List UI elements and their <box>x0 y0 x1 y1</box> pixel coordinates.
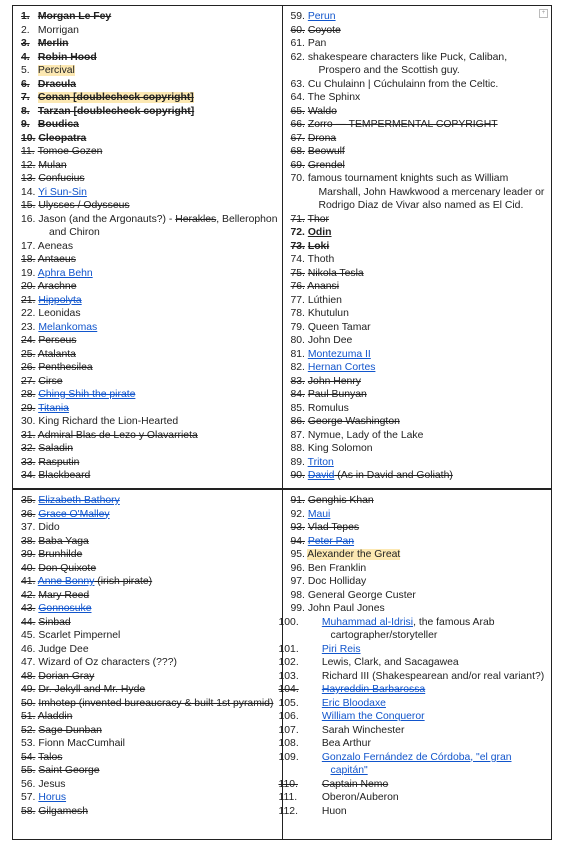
list-item: 107. Sarah Winchester <box>278 724 405 736</box>
list-item <box>290 132 548 146</box>
item-text: Grendel <box>307 159 345 171</box>
list-item <box>21 321 278 335</box>
list-item <box>290 375 548 389</box>
item-text: Saladin <box>38 443 74 454</box>
item-link[interactable]: Elizabeth Bathory <box>38 495 120 506</box>
list-item <box>290 159 548 173</box>
list-item <box>21 348 278 362</box>
list-item <box>290 548 548 562</box>
list-item: 102. Lewis, Clark, and Sacagawea <box>278 657 459 668</box>
table-row-bottom <box>13 489 552 840</box>
list-bottom-right <box>278 494 548 818</box>
list-item <box>290 469 548 483</box>
item-text: Loki <box>307 240 330 252</box>
item-text: Sage Dunban <box>38 724 102 736</box>
list-item <box>290 535 548 549</box>
table-resize-icon[interactable]: + <box>539 9 548 18</box>
list-item <box>290 118 548 132</box>
item-text: Bea Arthur <box>321 738 371 749</box>
item-text: Penthesilea <box>38 362 93 373</box>
item-link[interactable]: Gonzalo Fernández de Córdoba, "el gran capitán" <box>321 751 512 776</box>
list-item: 109. Gonzalo Fernández de Córdoba, "el gran capitán" <box>278 751 512 776</box>
item-text: Leonidas <box>38 308 81 319</box>
item-text: Waldo <box>307 105 337 117</box>
list-item <box>21 629 278 643</box>
table-row-top <box>13 6 552 490</box>
item-text: Lewis, Clark, and Sacagawea <box>321 657 459 668</box>
item-text: Jason (and the Argonauts?) - <box>38 213 176 225</box>
item-text: Saint George <box>38 765 100 776</box>
list-item <box>290 24 548 38</box>
item-link[interactable]: Montezuma II <box>307 348 371 360</box>
item-text: Cu Chulainn | Cúchulainn from the Celtic. <box>307 78 499 90</box>
list-item <box>21 334 278 348</box>
list-item <box>21 602 278 616</box>
list-item <box>290 172 548 213</box>
item-text: Dido <box>38 522 60 533</box>
list-item <box>290 402 548 416</box>
list-item <box>290 575 548 589</box>
item-text: Rasputin <box>38 456 80 468</box>
item-text: King Solomon <box>307 443 373 454</box>
list-item <box>290 361 548 375</box>
item-text: Percival <box>37 65 75 76</box>
item-link[interactable]: Peter Pan <box>307 535 355 547</box>
list-item <box>21 172 278 186</box>
item-text: Aeneas <box>37 240 74 252</box>
list-item <box>290 508 548 522</box>
list-item: 111. Oberon/Auberon <box>278 792 399 803</box>
item-text: Queen Tamar <box>307 321 371 333</box>
item-text: Coyote <box>307 24 341 36</box>
item-text: Merlin <box>37 38 69 49</box>
cell-bottom-left[interactable] <box>13 489 283 840</box>
list-item <box>21 575 278 589</box>
item-link[interactable]: Aphra Behn <box>37 267 93 279</box>
item-text: Paul Bunyan <box>307 389 367 400</box>
list-item <box>290 145 548 159</box>
item-text: Baba Yaga <box>38 535 89 547</box>
item-text: John Dee <box>307 335 353 346</box>
item-link[interactable]: Piri Reis <box>321 643 361 655</box>
list-item <box>21 805 278 819</box>
item-text: Dr. Jekyll and Mr. Hyde <box>38 684 146 695</box>
item-text: Alexander the Great <box>307 549 401 560</box>
item-text: Odin <box>307 227 332 238</box>
item-link[interactable]: Hernan Cortes <box>307 362 376 373</box>
list-item <box>21 240 278 254</box>
item-text: Drona <box>307 132 337 144</box>
list-item <box>21 751 278 765</box>
list-item <box>290 294 548 308</box>
item-text: Anansi <box>307 281 340 292</box>
item-text: Morrigan <box>37 24 79 36</box>
list-item <box>290 226 548 240</box>
list-item <box>290 348 548 362</box>
item-text: John Paul Jones <box>307 603 385 614</box>
list-item <box>290 521 548 535</box>
item-text: Antaeus <box>37 254 76 265</box>
item-text: Judge Dee <box>38 643 89 655</box>
item-text: Imhotep (invented bureaucracy & built 1st pyramid) <box>38 697 274 709</box>
list-item: 101. Piri Reis <box>278 643 361 655</box>
list-item <box>21 764 278 778</box>
item-text: Captain Nemo <box>321 778 389 790</box>
names-table <box>12 5 552 840</box>
item-link[interactable]: Yi Sun-Sin <box>38 186 87 198</box>
list-item <box>21 535 278 549</box>
list-item <box>21 494 278 508</box>
list-item <box>290 442 548 456</box>
list-item <box>21 253 278 267</box>
list-item <box>21 429 278 443</box>
list-item <box>21 442 278 456</box>
list-item <box>290 494 548 508</box>
item-text: Oberon/Auberon <box>321 792 399 803</box>
list-item: 7. Conan [doublecheck copyright] <box>21 92 194 103</box>
list-item <box>290 267 548 281</box>
cell-bottom-right[interactable] <box>278 489 552 840</box>
item-text: Dorian Gray <box>38 670 95 682</box>
list-item <box>290 456 548 470</box>
list-item: 2. Morrigan <box>21 24 79 36</box>
item-link[interactable]: Eric Bloodaxe <box>321 697 386 709</box>
list-item: 108. Bea Arthur <box>278 738 371 749</box>
item-text: Lúthien <box>307 294 342 306</box>
item-text: Richard III (Shakespearean and/or real variant?) <box>321 670 545 682</box>
item-text: Mulan <box>38 159 67 171</box>
list-item <box>21 656 278 670</box>
list-item <box>290 10 548 24</box>
item-text: Fionn MacCumhail <box>38 738 125 749</box>
item-text-suffix: , Bellerophon and Chiron <box>49 213 278 238</box>
item-text-suffix: Herakles <box>175 213 217 225</box>
item-text: Conan [doublecheck copyright] <box>37 92 194 103</box>
item-link[interactable]: Anne Bonny <box>37 576 95 587</box>
list-item <box>290 321 548 335</box>
item-text: Genghis Khan <box>307 495 374 506</box>
item-text: Doc Holliday <box>307 576 367 587</box>
list-item: 104. Hayreddin Barbarossa <box>278 684 426 695</box>
item-text: Scarlet Pimpernel <box>38 630 121 641</box>
list-item <box>21 199 278 213</box>
list-item <box>21 361 278 375</box>
item-text: Talos <box>38 751 63 763</box>
list-item <box>21 280 278 294</box>
list-item <box>21 683 278 697</box>
list-item: 100. Muhammad al-Idrisi, the famous Arab cartographer/storyteller <box>278 616 495 641</box>
list-item: 106. William the Conqueror <box>278 711 425 722</box>
list-item <box>290 51 548 78</box>
item-text: Wizard of Oz characters (???) <box>38 657 177 668</box>
item-link[interactable]: Horus <box>38 792 67 803</box>
list-item <box>21 670 278 684</box>
list-item <box>290 307 548 321</box>
list-item <box>21 469 278 483</box>
item-link[interactable]: Gonnosuke <box>38 603 92 614</box>
list-item <box>21 375 278 389</box>
item-link[interactable]: Hippolyta <box>38 294 82 306</box>
list-item <box>290 415 548 429</box>
list-item <box>21 307 278 321</box>
list-item <box>21 737 278 751</box>
item-text: The Sphinx <box>307 92 361 103</box>
list-item <box>290 37 548 51</box>
list-item <box>21 213 278 240</box>
item-link[interactable]: Hayreddin Barbarossa <box>321 684 426 695</box>
list-item: 112. Huon <box>278 805 347 817</box>
item-link[interactable]: Melankomas <box>38 321 98 333</box>
item-text: Gilgamesh <box>38 805 89 817</box>
list-top-left <box>21 10 278 483</box>
item-text: Robin Hood <box>37 51 97 63</box>
item-text-suffix: , the famous Arab cartographer/storyteller <box>330 616 495 641</box>
item-text: Zorro — TEMPERMENTAL COPYRIGHT <box>307 119 498 130</box>
list-item <box>21 710 278 724</box>
list-item: 4. Robin Hood <box>21 51 97 63</box>
item-text: Morgan Le Fey <box>37 11 112 22</box>
item-text: Blackbeard <box>38 470 91 481</box>
item-text: Pan <box>307 38 327 49</box>
list-item <box>21 132 278 146</box>
list-item <box>21 643 278 657</box>
item-text-suffix: (As in David and Goliath) <box>334 470 453 481</box>
item-text: Atalanta <box>37 348 76 360</box>
list-item <box>290 388 548 402</box>
item-text-suffix: (irish pirate) <box>94 576 153 587</box>
list-item <box>290 213 548 227</box>
list-item <box>290 240 548 254</box>
list-item <box>21 724 278 738</box>
item-text: Thor <box>307 213 330 225</box>
item-text: General George Custer <box>307 589 416 601</box>
list-item: 1. Morgan Le Fey <box>21 11 112 22</box>
item-text: Sarah Winchester <box>321 724 405 736</box>
list-item <box>21 456 278 470</box>
item-link[interactable]: Muhammad al-Idrisi <box>321 616 414 628</box>
list-item: 3. Merlin <box>21 38 69 49</box>
item-text: Sinbad <box>38 616 71 628</box>
item-text: Ulysses / Odysseus <box>38 200 130 211</box>
list-item <box>21 791 278 805</box>
item-text: King Richard the Lion-Hearted <box>38 416 179 427</box>
list-item: 9. Boudica <box>21 119 79 130</box>
list-item <box>290 253 548 267</box>
item-text: Khutulun <box>307 308 349 319</box>
item-text: John Henry <box>307 375 361 387</box>
list-item: 11. Tomoe Gozen <box>21 146 103 157</box>
item-text: Romulus <box>307 402 349 414</box>
list-item <box>290 78 548 92</box>
list-item <box>21 697 278 711</box>
list-item <box>21 521 278 535</box>
item-text: Cirse <box>38 375 63 387</box>
list-item <box>21 589 278 603</box>
item-text: Jesus <box>38 778 66 790</box>
item-text: Aladdin <box>37 711 73 722</box>
list-item <box>290 589 548 603</box>
list-item <box>21 778 278 792</box>
list-top-right <box>290 10 548 483</box>
list-item: 8. Tarzan [doublecheck copyright] <box>21 105 195 117</box>
list-item <box>290 602 548 616</box>
item-text: Beowulf <box>307 146 345 157</box>
list-item <box>21 267 278 281</box>
item-link[interactable]: Titania <box>38 402 69 414</box>
item-text: Brunhilde <box>38 549 83 560</box>
item-text: Arachne <box>37 281 77 292</box>
list-item <box>21 402 278 416</box>
item-text: Nymue, Lady of the Lake <box>307 429 424 441</box>
list-item <box>21 159 278 173</box>
list-item <box>21 616 278 630</box>
list-item: 6. Dracula <box>21 78 77 90</box>
item-text: Tarzan [doublecheck copyright] <box>37 105 195 117</box>
list-item <box>21 388 278 402</box>
item-link[interactable]: William the Conqueror <box>321 711 425 722</box>
list-item <box>21 186 278 200</box>
list-item <box>290 280 548 294</box>
list-item: 103. Richard III (Shakespearean and/or real variant?) <box>278 670 545 682</box>
item-link[interactable]: Triton <box>307 456 334 468</box>
list-item <box>21 548 278 562</box>
list-item <box>21 294 278 308</box>
item-link[interactable]: Maui <box>307 508 331 520</box>
cell-top-left[interactable] <box>13 6 283 490</box>
item-text: Ben Franklin <box>307 562 367 574</box>
item-text: Huon <box>321 805 347 817</box>
item-text: Don Quixote <box>38 562 97 574</box>
list-bottom-left <box>21 494 278 818</box>
list-item: 110. Captain Nemo <box>278 778 389 790</box>
item-link[interactable]: Ching Shih the pirate <box>38 389 136 400</box>
item-text: Thoth <box>307 254 335 265</box>
item-text: Admiral Blas de Lezo y Olavarrieta <box>37 429 198 441</box>
item-text: Nikola Tesla <box>307 267 364 279</box>
list-item <box>290 429 548 443</box>
item-text: famous tournament knights such as William Marshall, John Hawkwood a mercenary leader or Rodrigo Diaz de Vivar also named as El Cid. <box>307 173 545 211</box>
item-text: Boudica <box>37 119 79 130</box>
item-text: Confucius <box>38 173 85 184</box>
list-item <box>21 508 278 522</box>
list-item <box>21 562 278 576</box>
item-text: George Washington <box>307 416 400 427</box>
list-item <box>21 415 278 429</box>
list-item <box>290 334 548 348</box>
item-text: Perseus <box>38 335 77 346</box>
item-text: Dracula <box>37 78 77 90</box>
list-item: 105. Eric Bloodaxe <box>278 697 386 709</box>
list-item <box>290 91 548 105</box>
item-link[interactable]: Perun <box>307 11 336 22</box>
cell-top-right[interactable] <box>282 6 552 490</box>
list-item <box>290 562 548 576</box>
item-text: Cleopatra <box>38 132 87 144</box>
item-text: Tomoe Gozen <box>37 146 103 157</box>
list-item: 5. Percival <box>21 65 75 76</box>
item-text: Mary Reed <box>38 589 90 601</box>
item-text: Vlad Tepes <box>307 522 360 533</box>
item-link[interactable]: David <box>307 470 335 481</box>
item-text: shakespeare characters like Puck, Caliban, Prospero and the Scottish guy. <box>307 51 508 76</box>
list-item <box>290 105 548 119</box>
item-link[interactable]: Grace O'Malley <box>38 508 110 520</box>
